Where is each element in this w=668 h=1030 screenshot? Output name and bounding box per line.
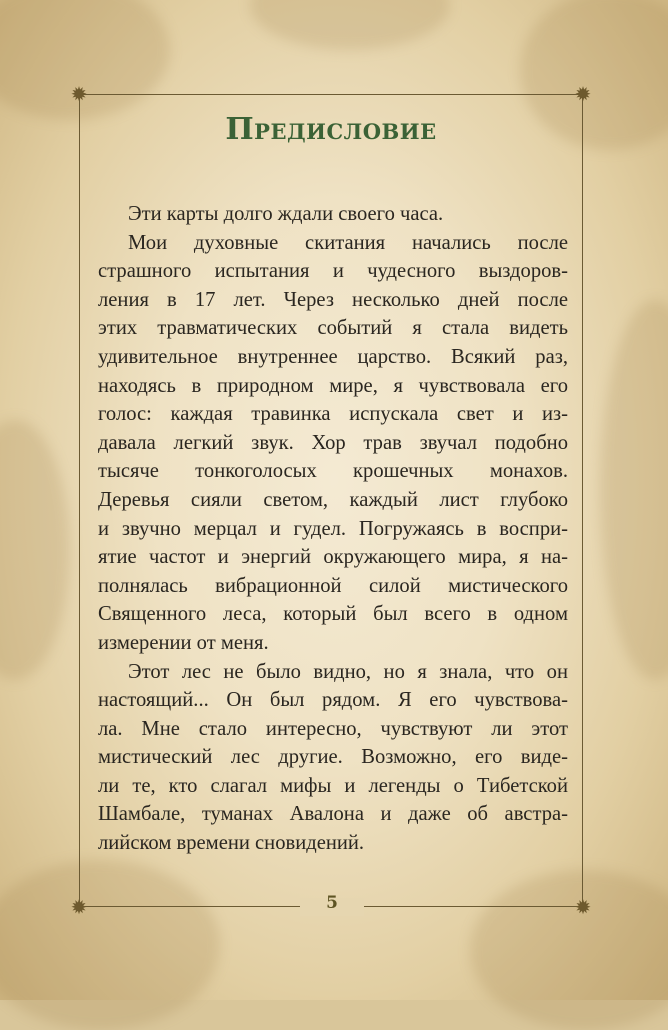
ornament-icon: ✹	[70, 82, 88, 106]
ornament-icon: ✹	[574, 82, 592, 106]
text-line: Эти карты долго ждали своего часа.	[128, 203, 444, 225]
ornament-icon: ✹	[70, 895, 88, 919]
text-line: Шамбале, туманах Авалона и даже об австра-	[98, 803, 568, 826]
paper-stain	[250, 0, 450, 50]
text-line: Мои духовные скитания начались после	[128, 231, 568, 254]
text-line: Священного леса, который был всего в одном	[98, 603, 568, 626]
body-text	[98, 200, 568, 858]
ornament-icon: ✹	[574, 895, 592, 919]
text-line: Этот лес не было видно, но я знала, что он	[128, 660, 568, 683]
page-title: Предисловие	[225, 112, 437, 147]
text-line: этих травматических событий я стала видеть	[98, 317, 568, 340]
text-line: тысяче тонкоголосых крошечных монахов.	[98, 460, 568, 483]
text-line: давала легкий звук. Хор трав звучал подобно	[98, 431, 568, 454]
text-line: настоящий... Он был рядом. Я его чувствова-	[98, 689, 568, 712]
text-line: страшного испытания и чудесного выздоров-	[98, 260, 568, 283]
paper-stain	[0, 420, 70, 680]
text-line: ли те, кто слагал мифы и легенды о Тибетской	[98, 774, 568, 797]
text-line: Деревья сияли светом, каждый лист глубоко	[98, 488, 568, 511]
text-line: измерении от меня.	[98, 631, 269, 654]
text-line: удивительное внутреннее царство. Всякий раз,	[98, 345, 568, 368]
paper-stain	[600, 300, 668, 680]
text-line: лийском времени сновидений.	[98, 832, 365, 855]
page-number: 5	[326, 893, 338, 913]
text-line: ления в 17 лет. Через несколько дней после	[98, 288, 568, 311]
text-line: полнялась вибрационной силой мистического	[98, 574, 568, 597]
text-line: ла. Мне стало интересно, чувствуют ли этот	[98, 717, 568, 740]
text-line: и звучно мерцал и гудел. Погружаясь в воспри-	[98, 517, 568, 540]
text-line: находясь в природном мире, я чувствовала его	[98, 374, 568, 397]
text-line: голос: каждая травинка испускала свет и из-	[98, 403, 568, 426]
text-line: ятие частот и энергий окружающего мира, я на-	[98, 546, 568, 569]
text-line: мистический лес другие. Возможно, его виде-	[98, 746, 568, 769]
